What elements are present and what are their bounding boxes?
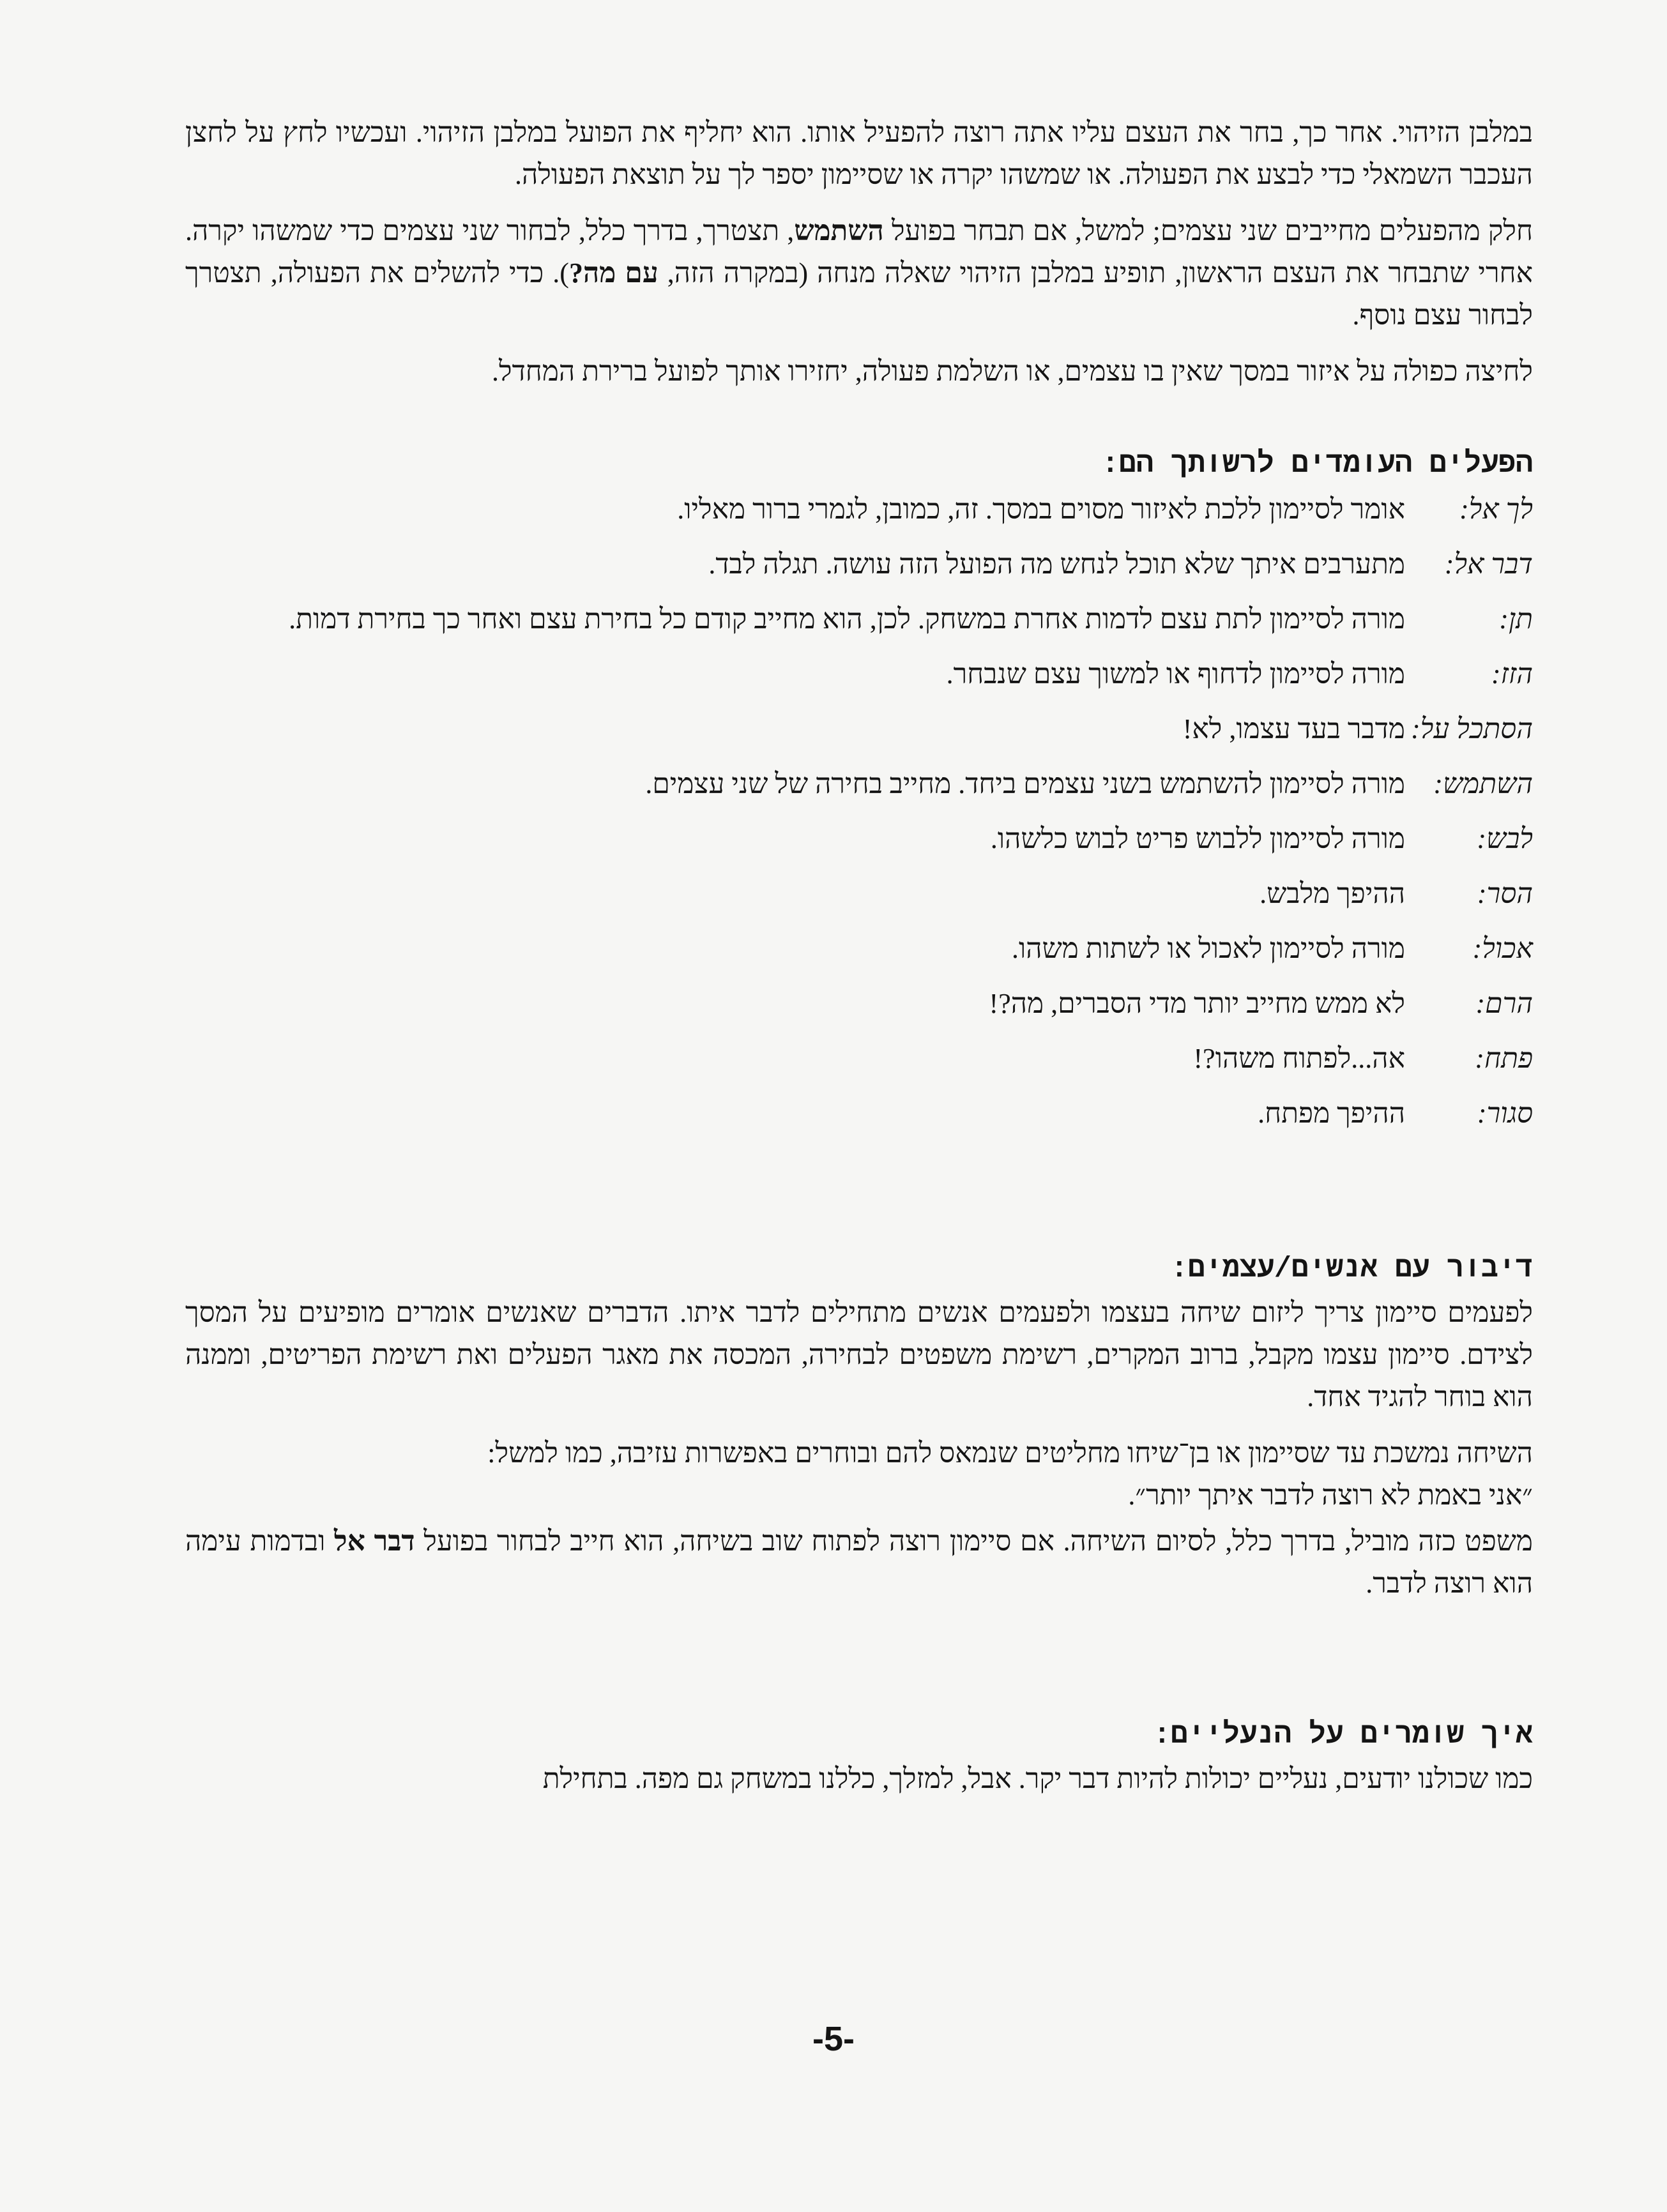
verb-definition: לא ממש מחייב יותר מדי הסברים, מה?! (989, 988, 1405, 1019)
verb-term: לך אל: (1459, 494, 1533, 525)
talk-paragraph-1: לפעמים סיימון צריך ליזום שיחה בעצמו ולפעמים אנשים מתחילים לדבר איתו. הדברים שאנשים אומרים מופיעים על המסך לצידם. סיימון עצמו מקבל, ברוב המקרים, רשימת משפטים לבחירה, המכסה את מאגר הפעלים ואת רשימת הפריטים, וממנה הוא בוחר להגיד אחד. (185, 1297, 1533, 1413)
talk-heading: דיבור עם אנשים/עצמים: (1170, 1253, 1533, 1285)
intro-paragraph-1: במלבן הזיהוי. אחר כך, בחר את העצם עליו אתה רוצה להפעיל אותו. הוא יחליף את הפועל במלבן הזיהוי. ועכשיו לחץ על לחצן העכבר השמאלי כדי לבצע את הפעולה. או שמשהו יקרה או שסיימון יספר לך על תוצאת הפעולה. (185, 117, 1533, 190)
talk-paragraph-3-text-1: משפט כזה מוביל, בדרך כלל, לסיום השיחה. אם סיימון רוצה לפתוח שוב בשיחה, הוא חייב לבחור בפועל (415, 1526, 1533, 1557)
verbs-list (185, 489, 1533, 1135)
verb-item (185, 543, 1533, 586)
verb-definition: מורה לסיימון לדחוף או למשוך עצם שנבחר. (946, 658, 1405, 690)
verb-term: אכול: (1472, 933, 1533, 964)
verb-definition: אה...לפתוח משהו?! (1193, 1043, 1405, 1074)
with-what-bold: עם מה? (568, 257, 658, 289)
verb-term: לבש: (1477, 823, 1533, 854)
verb-definition: אומר לסיימון ללכת לאיזור מסוים במסך. זה, כמובן, לגמרי ברור מאליו. (677, 494, 1405, 525)
intro-section (185, 112, 1533, 393)
verb-item (185, 928, 1533, 970)
verb-term: פתח: (1475, 1043, 1533, 1074)
intro-paragraph-2-text-3: ). כדי להשלים את הפעולה, תצטרך לבחור עצם נוסף. (185, 257, 1533, 331)
verb-item (185, 818, 1533, 860)
talk-quote: ״אני באמת לא רוצה לדבר איתך יותר״. (1128, 1480, 1533, 1511)
use-verb-bold: השתמש (794, 215, 884, 246)
verb-definition: מורה לסיימון לאכול או לשתות משהו. (1012, 933, 1405, 964)
verb-term: הזז: (1491, 658, 1533, 690)
verbs-heading: הפעלים העומדים לרשותך הם: (1101, 448, 1533, 481)
verb-definition: מורה לסיימון לתת עצם לדמות אחרת במשחק. לכן, הוא מחייב קודם כל בחירת עצם ואחר כך בחירת דמות. (289, 603, 1405, 635)
verb-term: תן: (1499, 603, 1533, 635)
verb-term: הרם: (1475, 988, 1533, 1019)
verb-item (185, 653, 1533, 695)
verb-item (185, 983, 1533, 1025)
verb-definition: מורה לסיימון ללבוש פריט לבוש כלשהו. (990, 823, 1405, 854)
talk-paragraph-2: השיחה נמשכת עד שסיימון או בן־שיחו מחליטים שנמאס להם ובוחרים באפשרות עזיבה, כמו למשל: (487, 1437, 1533, 1469)
intro-paragraph-2-text-1: חלק מהפעלים מחייבים שני עצמים; למשל, אם תבחר בפועל (883, 215, 1533, 246)
verb-definition: מתערבים איתך שלא תוכל לנחש מה הפועל הזה עושה. תגלה לבד. (708, 549, 1405, 580)
shoes-section (185, 1758, 1533, 1800)
page-number: -5- (812, 2020, 855, 2058)
talk-to-verb-bold: דבר אל (334, 1526, 415, 1557)
verb-item (185, 763, 1533, 805)
verb-item (185, 873, 1533, 915)
verb-definition: מורה לסיימון להשתמש בשני עצמים ביחד. מחייב בחירה של שני עצמים. (645, 768, 1405, 799)
verb-item (185, 489, 1533, 531)
verb-term: הסר: (1477, 878, 1533, 909)
intro-paragraph-2-text-2: , תצטרך, בדרך כלל, לבחור שני עצמים כדי שמשהו יקרה. אחרי שתבחר את העצם הראשון, תופיע במלבן הזיהוי שאלה מנחה (במקרה הזה, (185, 215, 1533, 289)
verb-item (185, 598, 1533, 640)
shoes-heading: איך שומרים על הנעליים: (1153, 1719, 1533, 1752)
talk-section (185, 1292, 1533, 1605)
shoes-paragraph-1: כמו שכולנו יודעים, נעליים יכולות להיות דבר יקר. אבל, למזלך, כללנו במשחק גם מפה. בתחילת (542, 1763, 1533, 1794)
verb-item (185, 1038, 1533, 1080)
intro-paragraph-2 (185, 210, 1533, 337)
intro-paragraph-3: לחיצה כפולה על איזור במסך שאין בו עצמים, או השלמת פעולה, יחזירו אותך לפועל ברירת המחדל. (492, 356, 1533, 387)
verb-term: דבר אל: (1444, 549, 1533, 580)
verb-term: הסתכל על: (1411, 713, 1533, 745)
verb-item (185, 708, 1533, 750)
talk-paragraph-3-text-2: ובדמות עימה הוא רוצה לדבר. (185, 1526, 1533, 1599)
verb-term: השתמש: (1433, 768, 1533, 799)
verb-definition: ההיפך מפתח. (1258, 1098, 1405, 1129)
verb-term: סגור: (1477, 1098, 1533, 1129)
verb-definition: ההיפך מלבש. (1260, 878, 1405, 909)
verb-definition: מדבר בעד עצמו, לא! (1182, 713, 1405, 745)
talk-paragraph-3 (185, 1520, 1533, 1605)
verb-item (185, 1093, 1533, 1135)
